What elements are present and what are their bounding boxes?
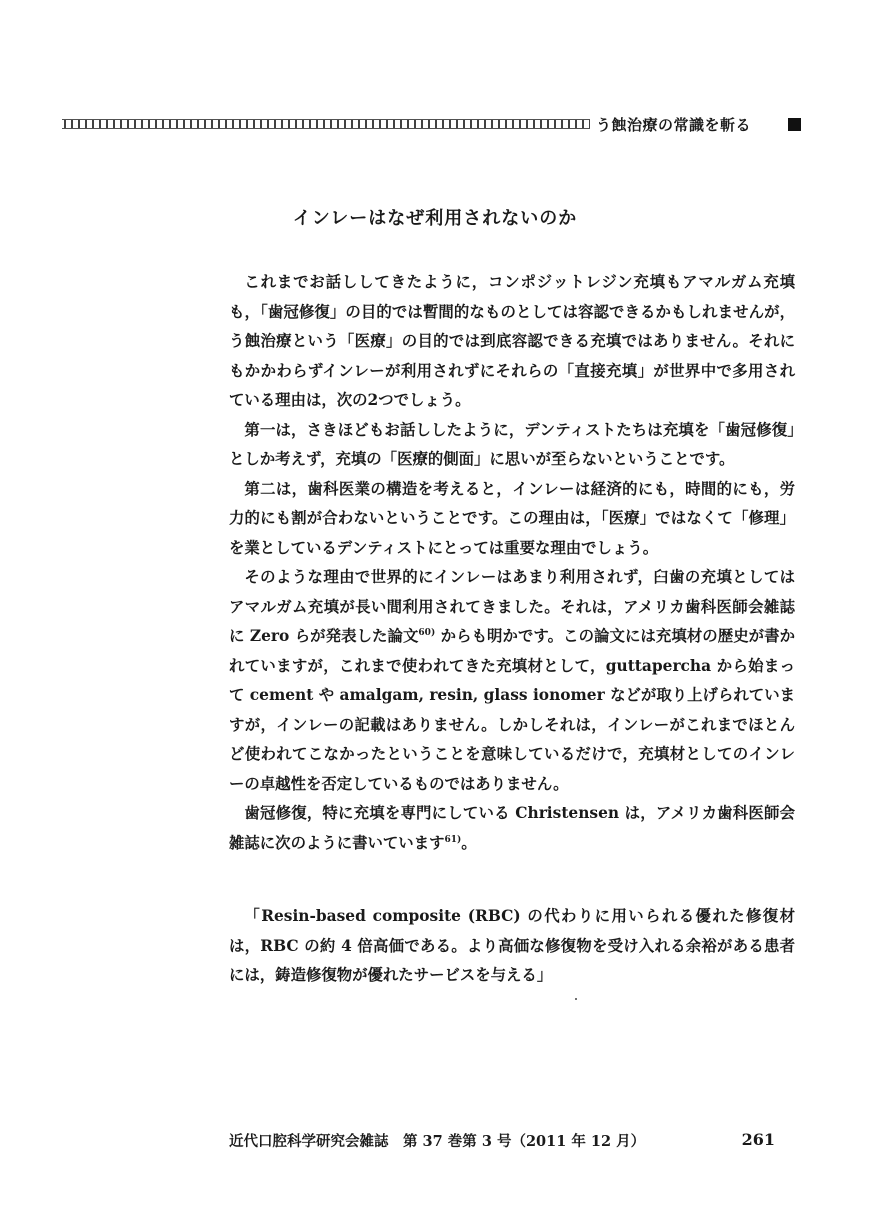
- paragraph: [229, 563, 795, 799]
- paragraph: これまでお話ししてきたように，コンポジットレジン充填もアマルガム充填も，「歯冠修復」の目的では暫間的なものとしては容認できるかもしれませんが，う蝕治療という「医療」の目的では到底容認できる充填ではありません。それにもかかわらずインレーが利用されずにそれらの「直接充填」が世界中で多用されている理由は，次の2つでしょう。: [229, 273, 795, 409]
- paragraph-text: そのような理由で世界的にインレーはあまり利用されず，臼歯の充填としてはアマルガム充填が長い間利用されてきました。それは，アメリカ歯科医師会雑誌に Zero らが発表した論文: [229, 568, 795, 645]
- paragraph-text: からも明かです。この論文には充填材の歴史が書かれていますが，これまで使われてきた充填材として，guttapercha から始まって cement や amalgam, resin, glass ionomer などが取り上げられていますが，インレーの記載はありません。しかしそれは，インレーがこれまでほとんど使われてこなかったということを意味しているだけで，充填材としてのインレーの卓越性を否定しているものではありません。: [229, 627, 795, 793]
- journal-citation: 近代口腔科学研究会雑誌 第 37 巻第 3 号（2011 年 12 月）: [229, 1133, 646, 1150]
- block-quote: [229, 902, 795, 991]
- scan-speck: [575, 998, 577, 1000]
- header-decorative-rule: [62, 119, 590, 129]
- reference-marker: 61): [444, 834, 462, 845]
- section-title: インレーはなぜ利用されないのか: [292, 208, 578, 229]
- body-text: [229, 268, 795, 991]
- paragraph: 第一は，さきほどもお話ししたように，デンティストたちは充填を「歯冠修復」としか考えず，充填の「医療的側面」に思いが至らないということです。: [229, 420, 795, 468]
- paragraph-text: 歯冠修復，特に充填を専門にしている Christensen は，アメリカ歯科医師会雑誌に次のように書いています: [229, 804, 795, 852]
- running-head-square-mark: [788, 118, 801, 131]
- paragraph: [229, 799, 795, 858]
- reference-marker: 60): [418, 628, 436, 638]
- running-head: う蝕治療の常識を斬る: [596, 116, 752, 134]
- quote-text: 「Resin-based composite (RBC) の代わりに用いられる優れた修復材は，RBC の約 4 倍高価である。より高価な修復物を受け入れる余裕がある患者には，鋳造修復物が優れたサービスを与える」: [229, 907, 795, 984]
- paragraph: 第二は，歯科医業の構造を考えると，インレーは経済的にも，時間的にも，労力的にも割が合わないということです。この理由は，「医療」ではなくて「修理」を業としているデンティストにとっては重要な理由でしょう。: [229, 479, 795, 557]
- page-number: 261: [741, 1130, 775, 1149]
- paragraph-text: 。: [461, 833, 477, 852]
